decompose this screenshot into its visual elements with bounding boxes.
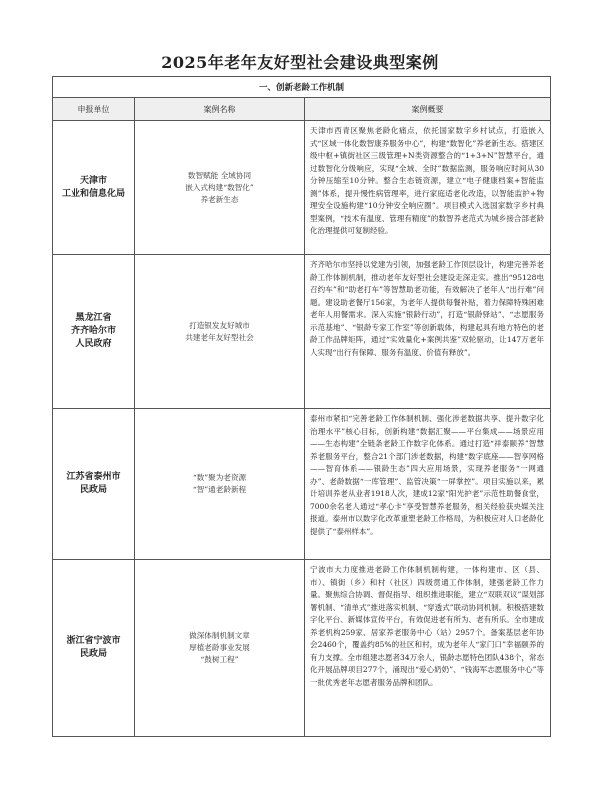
applicant-unit: 江苏省泰州市 民政局 (53, 409, 135, 560)
header-summary: 案例概要 (305, 98, 551, 121)
case-name: 打造银发友好城市 共建老年友好型社会 (135, 255, 305, 409)
case-name: 数智赋能 全域协同 嵌入式构建“数智化” 养老新生态 (135, 121, 305, 255)
case-summary: 齐齐哈尔市坚持以党建为引领，加强老龄工作顶层设计，构建完善养老龄工作体制机制，推动老年友好型社会建设走深走实。推出“95128电召约车”和“助老打车”等智慧助老功能，有效解决了老年人“出行难”问题。建设助老餐厅156家，为老年人提供每餐补贴，着力保障特殊困难老年人用餐需求。深入实施“银龄行动”，打造“银龄驿站”、“志愿服务示范基地”、“银龄专家工作室”等创新载体，构建起具有地方特色的老龄工作品牌矩阵，通过“实效量化+案例共鉴”双轮驱动，让147万老年人实现“出行有保障、服务有温度、价值有释放”。 (305, 255, 551, 409)
table-row (53, 255, 551, 409)
case-table (52, 76, 551, 737)
document-title: 2025年老年友好型社会建设典型案例 (161, 53, 439, 72)
table-row (53, 409, 551, 560)
case-summary: 泰州市紧扣“完善老龄工作体制机制、强化涉老数据共享、提升数字化治理水平”核心目标，创新构建“数据汇聚——平台集成——场景应用——生态构建”全链条老龄工作数字化体系。通过打造“祥泰颐养”智慧养老服务平台，整合21个部门涉老数据，构建“数字底座——智享网格——智育体系——银龄生态”四大应用场景，实现养老服务“一网通办”、老龄数据“一库管理”、监管决策“一屏掌控”。项目实施以来，累计培训养老从业者1918人次，建成12家“阳光护老”示范性助餐食堂，7000余名老人通过“孝心卡”享受智慧养老服务，相关经验获央媒关注报道。泰州市以数字化改革重塑老龄工作格局，为积极应对人口老龄化提供了“泰州样本”。 (305, 409, 551, 560)
table-row (53, 560, 551, 737)
section-heading: 一、创新老龄工作机制 (53, 77, 551, 98)
case-name: 做深体制机制文章 厚植老龄事业发展 “鼓树工程” (135, 560, 305, 737)
header-case-name: 案例名称 (135, 98, 305, 121)
header-unit: 申报单位 (53, 98, 135, 121)
case-summary: 宁波市大力度推进老龄工作体制机制构建，一体构建市、区（县、市）、镇街（乡）和村（社区）四级贯通工作体制，建强老龄工作力量。聚焦综合协调、督促指导、组织推进职能，建立“双联双议”谋划部署机制、“清单式”推进落实机制、“穿透式”联动协同机制。积极搭建数字化平台、新媒体宣传平台，有效促进老有所为、老有所乐。全市建成养老机构259家、居家养老服务中心（站）2957个。备案基层老年协会2460个，覆盖约85%的社区和村，成为老年人“家门口”幸福颐养的有力支撑。全市组建志愿者34万余人，银龄志愿特色团队438个，常态化开展品牌项目277个，涌现出“爱心奶奶”、“钱海军志愿服务中心”等一批优秀老年志愿者服务品牌和团队。 (305, 560, 551, 737)
applicant-unit: 天津市 工业和信息化局 (53, 121, 135, 255)
applicant-unit: 浙江省宁波市 民政局 (53, 560, 135, 737)
applicant-unit: 黑龙江省 齐齐哈尔市 人民政府 (53, 255, 135, 409)
case-summary: 天津市西青区聚焦老龄化痛点，依托国家数字乡村试点，打造嵌入式“区域一体化数智康养服务中心”，构建“数智化”养老新生态。搭建区级中枢+镇街社区三级管理+N类资源整合的“1+3+N”智慧平台，通过数智化分级响应，实现“全域、全时”数据监测，服务响应时间从30分钟压缩至10分钟。整合生态链资源，建立“电子健康档案+智能监测”体系，提升慢性病管理率，进行家庭适老化改造，以智能监护+物理安全设施构建“10分钟安全响应圈”。项目模式入选国家数字乡村典型案例，“技术有温度、管理有精度”的数智养老范式为城乡接合部老龄化治理提供可复制经验。 (305, 121, 551, 255)
case-name: “数”聚为老资源 “智”通老龄新程 (135, 409, 305, 560)
table-row (53, 121, 551, 255)
